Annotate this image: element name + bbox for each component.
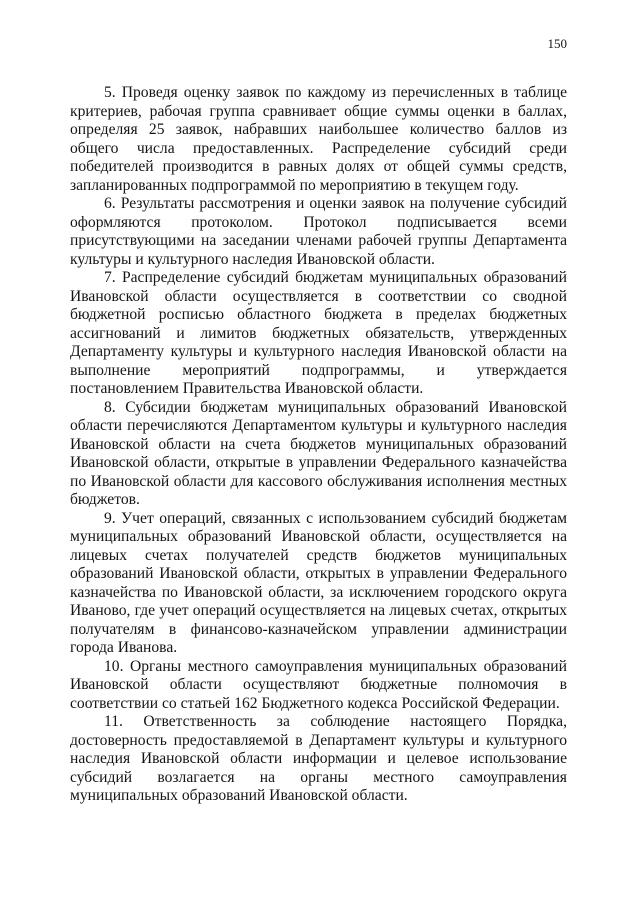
document-body (70, 84, 567, 806)
paragraph-item-10: 10. Органы местного самоуправления муниципальных образований Ивановской области осуществляют бюджетные полномочия в соответствии со статьей 162 Бюджетного кодекса Российской Федерации. (70, 657, 567, 712)
paragraph-item-9: 9. Учет операций, связанных с использованием субсидий бюджетам муниципальных образований Ивановской области, осуществляется на лицевых счетах получателей средств бюджетов муниципальных образований Ивановской области, открытых в управлении Федерального казначейства по Ивановской области, за исключением городского округа Иваново, где учет операций осуществляется на лицевых счетах, открытых получателям в финансово-казначейском управлении администрации города Иванова. (70, 509, 567, 656)
paragraph-item-6: 6. Результаты рассмотрения и оценки заявок на получение субсидий оформляются протоколом. Протокол подписывается всеми присутствующими на заседании членами рабочей группы Департамента культуры и культурного наследия Ивановской области. (70, 195, 567, 268)
paragraph-item-8: 8. Субсидии бюджетам муниципальных образований Ивановской области перечисляются Департаментом культуры и культурного наследия Ивановской области на счета бюджетов муниципальных образований Ивановской области, открытые в управлении Федерального казначейства по Ивановской области для кассового обслуживания исполнения местных бюджетов. (70, 398, 567, 508)
paragraph-item-11: 11. Ответственность за соблюдение настоящего Порядка, достоверность предоставляемой в Департамент культуры и культурного наследия Ивановской области информации и целевое использование субсидий возлагается на органы местного самоуправления муниципальных образований Ивановской области. (70, 713, 567, 804)
page-number: 150 (547, 36, 567, 51)
paragraph-item-5: 5. Проведя оценку заявок по каждому из перечисленных в таблице критериев, рабочая группа сравнивает общие суммы оценки в баллах, определяя 25 заявок, набравших наибольшее количество баллов из общего числа предоставленных. Распределение субсидий среди победителей производится в равных долях от общей суммы средств, запланированных подпрограммой по мероприятию в текущем году. (70, 84, 567, 194)
paragraph-item-7: 7. Распределение субсидий бюджетам муниципальных образований Ивановской области осуществляется в соответствии со сводной бюджетной росписью областного бюджета в пределах бюджетных ассигнований и лимитов бюджетных обязательств, утвержденных Департаменту культуры и культурного наследия Ивановской области на выполнение мероприятий подпрограммы, и утверждается постановлением Правительства Ивановской области. (70, 269, 567, 397)
